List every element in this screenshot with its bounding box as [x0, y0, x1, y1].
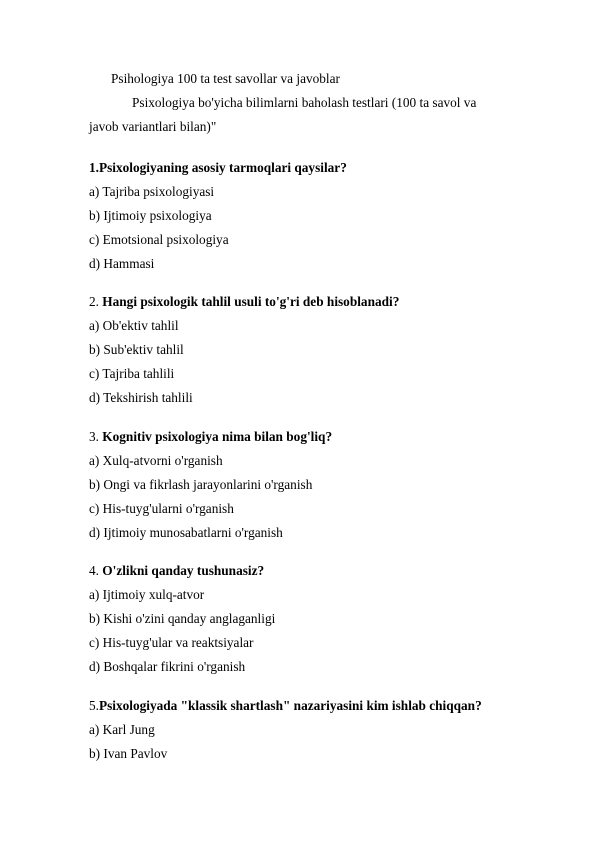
- question-2: [89, 294, 399, 310]
- answer-option: a) Ob'ektiv tahlil: [89, 318, 179, 333]
- answer-option: a) Karl Jung: [89, 722, 155, 737]
- answer-option: c) His-tuyg'ularni o'rganish: [89, 501, 234, 516]
- answer-option: d) Ijtimoiy munosabatlarni o'rganish: [89, 525, 283, 540]
- question-text: Kognitiv psixologiya nima bilan bog'liq?: [102, 429, 333, 444]
- answer-option: b) Ijtimoiy psixologiya: [89, 208, 212, 223]
- question-number: 3.: [89, 429, 103, 444]
- document-subtitle-line-2: javob variantlari bilan)": [89, 119, 217, 134]
- question-5: [89, 698, 482, 714]
- answer-option: b) Ivan Pavlov: [89, 746, 168, 761]
- question-text: O'zlikni qanday tushunasiz?: [102, 563, 265, 578]
- answer-option: b) Ongi va fikrlash jarayonlarini o'rganish: [89, 477, 313, 492]
- answer-option: d) Tekshirish tahlili: [89, 390, 193, 405]
- question-number: 2.: [89, 294, 103, 309]
- question-text: Psixologiyaning asosiy tarmoqlari qaysilar?: [98, 160, 347, 175]
- question-number: 5.: [89, 698, 99, 713]
- answer-option: d) Hammasi: [89, 256, 155, 271]
- answer-option: c) His-tuyg'ular va reaktsiyalar: [89, 635, 254, 650]
- answer-option: a) Tajriba psixologiyasi: [89, 184, 215, 199]
- question-number: 1.: [89, 160, 99, 175]
- answer-option: c) Emotsional psixologiya: [89, 232, 229, 247]
- answer-option: d) Boshqalar fikrini o'rganish: [89, 659, 246, 674]
- answer-option: a) Ijtimoiy xulq-atvor: [89, 587, 205, 602]
- question-number: 4.: [89, 563, 103, 578]
- answer-option: b) Sub'ektiv tahlil: [89, 342, 184, 357]
- question-3: [89, 429, 332, 445]
- answer-option: b) Kishi o'zini qanday anglaganligi: [89, 611, 276, 626]
- question-text: Psixologiyada "klassik shartlash" nazariyasini kim ishlab chiqqan?: [98, 698, 482, 713]
- question-4: [89, 563, 264, 579]
- answer-option: a) Xulq-atvorni o'rganish: [89, 453, 223, 468]
- document-subtitle-line-1: Psixologiya bo'yicha bilimlarni baholash testlari (100 ta savol va: [132, 95, 477, 110]
- question-text: Hangi psixologik tahlil usuli to'g'ri deb hisoblanadi?: [102, 294, 400, 309]
- question-1: [89, 160, 347, 176]
- answer-option: c) Tajriba tahlili: [89, 366, 175, 381]
- document-title: Psihologiya 100 ta test savollar va javoblar: [111, 71, 340, 86]
